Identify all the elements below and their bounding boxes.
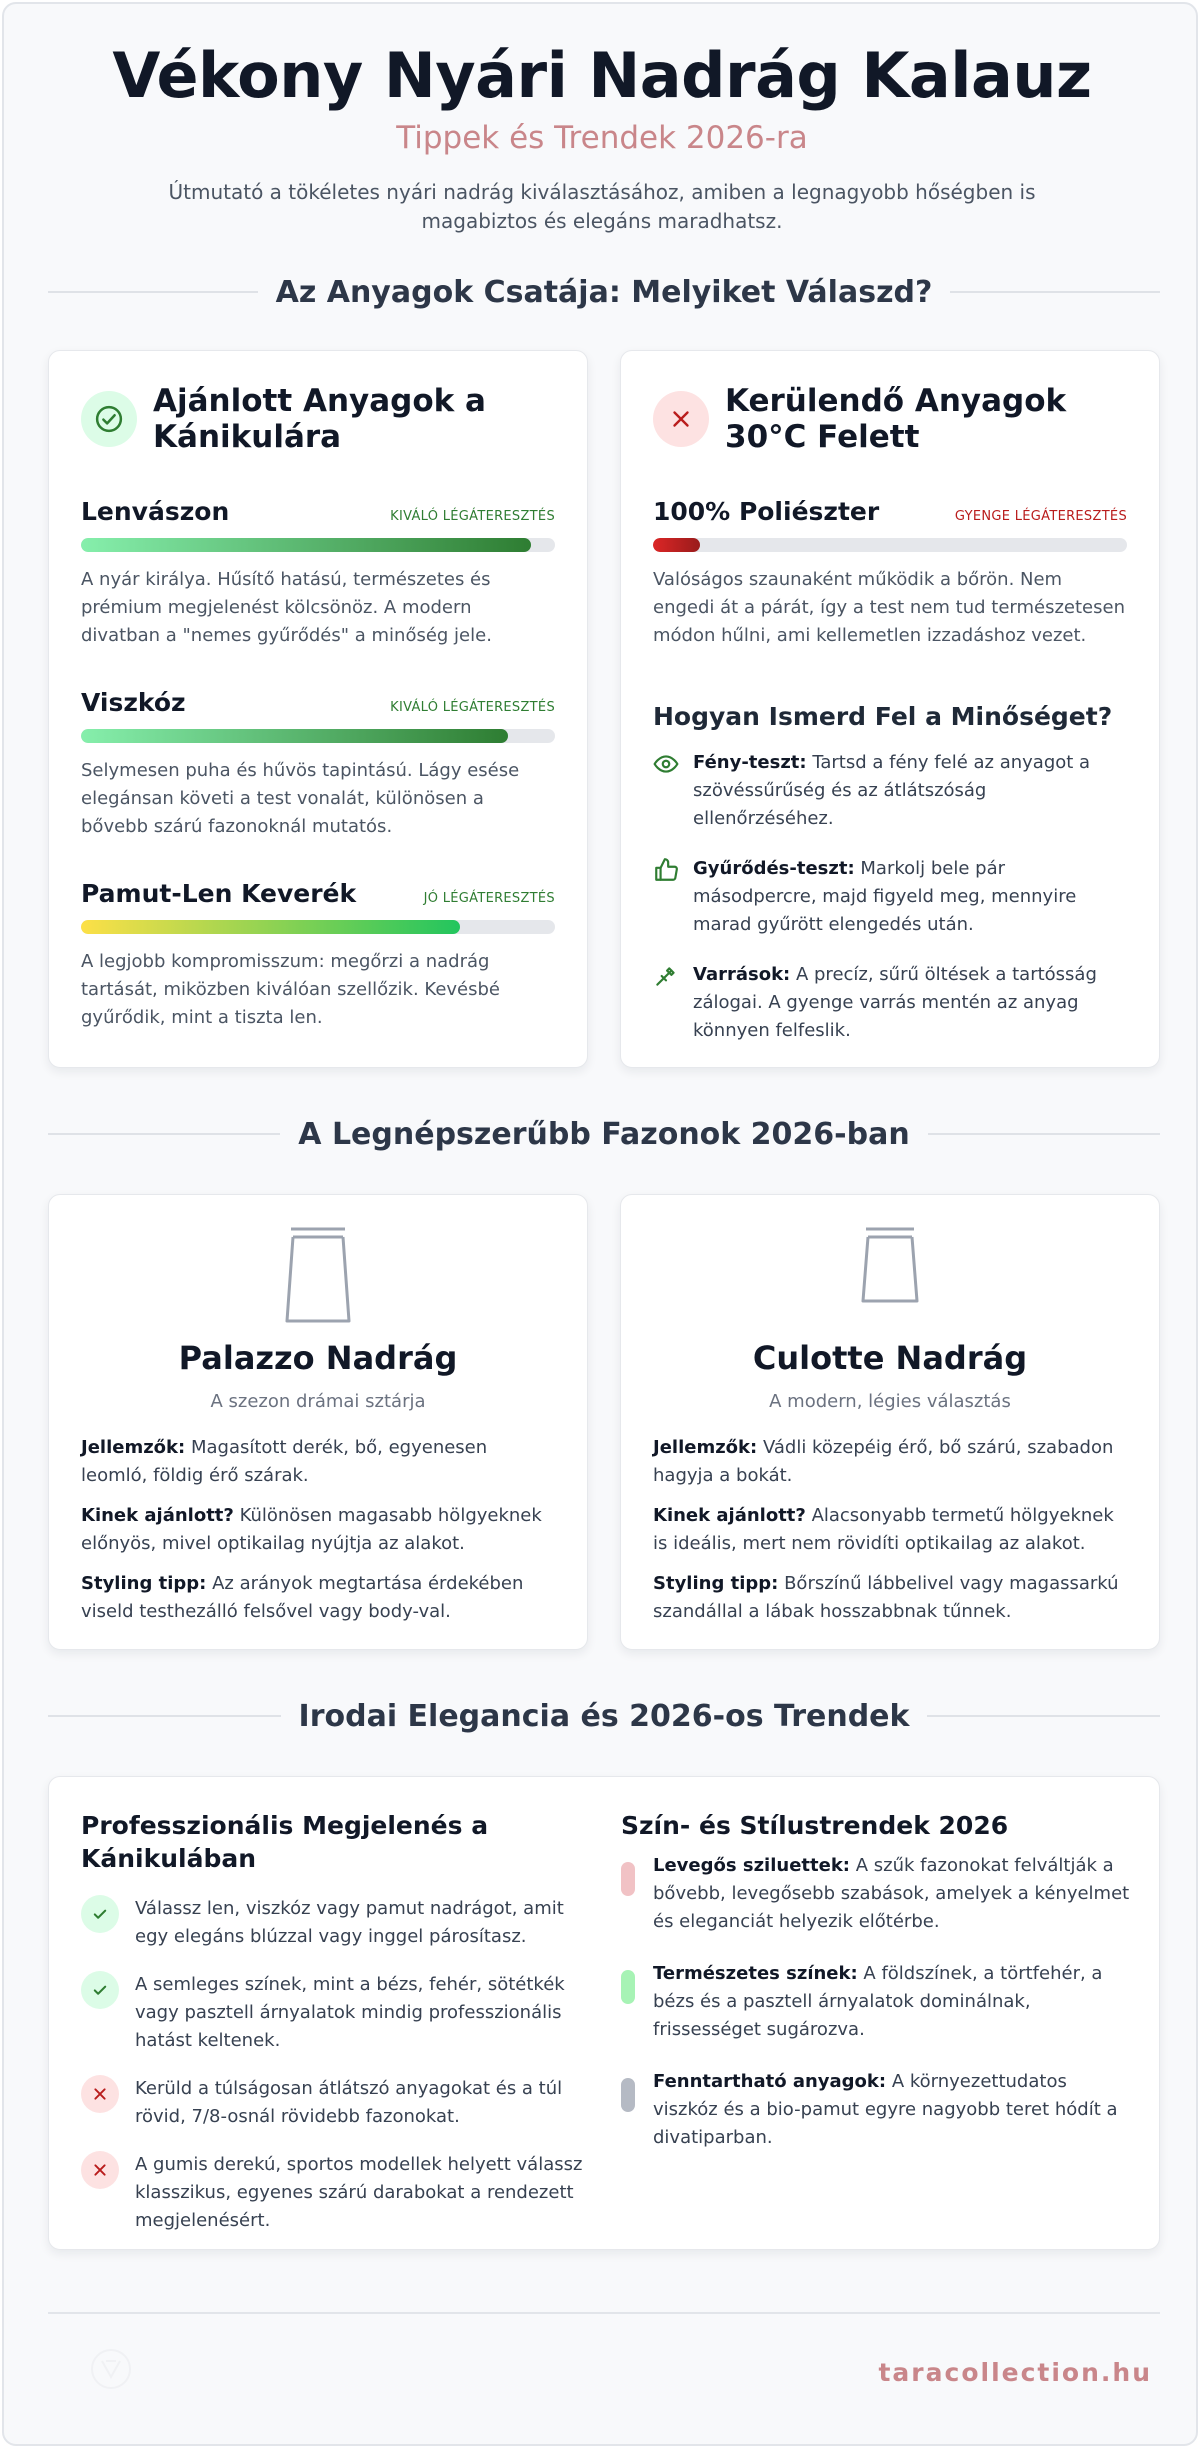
material-rating: GYENGE LÉGÁTERESZTÉS bbox=[954, 509, 1127, 524]
material-item bbox=[653, 497, 1127, 650]
page-title: Vékony Nyári Nadrág Kalauz bbox=[112, 39, 1092, 112]
office-trends-card bbox=[48, 1776, 1160, 2250]
material-description: Valóságos szaunaként működik a bőrön. Nem engedi át a párát, így a test nem tud természetesen módon hűlni, ami kellemetlen izzadáshoz vezet. bbox=[653, 569, 1125, 646]
breathability-bar bbox=[653, 538, 1127, 552]
page-intro: Útmutató a tökéletes nyári nadrág kiválasztásához, amiben a legnagyobb hőségben is magabiztos és elegáns maradhatsz. bbox=[168, 180, 1036, 233]
material-name: 100% Poliészter bbox=[653, 497, 880, 526]
item-text: A gumis derekú, sportos modellek helyett válassz klasszikus, egyenes szárú darabokat a rendezett megjelenésért. bbox=[135, 2154, 583, 2231]
breathability-bar-fill bbox=[81, 729, 508, 743]
trend-text: A környezettudatos viszkóz és a bio-pamut egyre nagyobb teret hódít a divatiparban. bbox=[653, 2071, 1118, 2148]
eye-icon bbox=[653, 751, 679, 833]
detail-text: Különösen magasabb hölgyeknek előnyös, mivel optikailag nyújtja az alakot. bbox=[81, 1505, 542, 1554]
divider bbox=[950, 291, 1160, 293]
item-text: A semleges színek, mint a bézs, fehér, sötétkék vagy pasztell árnyalatok mindig professzionális hatást keltenek. bbox=[135, 1974, 565, 2051]
breathability-bar bbox=[81, 729, 555, 743]
page-subtitle: Tippek és Trendek 2026-ra bbox=[396, 120, 808, 156]
do-item bbox=[81, 1971, 593, 2055]
column-heading: Professzionális Megjelenés a Kánikulában bbox=[81, 1811, 489, 1873]
trend-label: Fenntartható anyagok: bbox=[653, 2071, 887, 2092]
detail-label: Kinek ajánlott? bbox=[653, 1505, 806, 1526]
detail-text: Magasított derék, bő, egyenesen leomló, földig érő szárak. bbox=[81, 1437, 488, 1486]
x-icon bbox=[81, 2151, 119, 2189]
style-detail bbox=[81, 1434, 555, 1490]
tip-text: A precíz, sűrű öltések a tartósság zálogai. A gyenge varrás mentén az anyag könnyen felfeslik. bbox=[693, 964, 1097, 1041]
style-tagline: A szezon drámai sztárja bbox=[210, 1391, 426, 1412]
material-description: A legjobb kompromisszum: megőrzi a nadrág tartását, miközben kiválóan szellőzik. Kevésbé gyűrődik, mint a tiszta len. bbox=[81, 951, 500, 1028]
section-title-office bbox=[48, 1694, 1160, 1738]
avoid-materials-card bbox=[620, 350, 1160, 1068]
trend-text: A földszínek, a törtfehér, a bézs és a pasztell árnyalatok dominálnak, frissességet sugározva. bbox=[653, 1963, 1103, 2040]
divider bbox=[48, 291, 258, 293]
style-detail bbox=[653, 1434, 1127, 1490]
tip-label: Fény-teszt: bbox=[693, 752, 807, 773]
material-item bbox=[81, 688, 555, 841]
style-name: Palazzo Nadrág bbox=[178, 1339, 458, 1377]
detail-text: Az arányok megtartása érdekében viseld testhezálló felsővel vagy body-val. bbox=[81, 1573, 524, 1622]
column-heading: Szín- és Stílustrendek 2026 bbox=[621, 1811, 1009, 1840]
style-detail bbox=[653, 1570, 1127, 1626]
tip-text: Markolj bele pár másodpercre, majd figyeld meg, mennyire marad gyűrött elengedés után. bbox=[693, 858, 1077, 935]
quality-tip bbox=[653, 961, 1127, 1045]
wide-trousers-icon bbox=[81, 1227, 555, 1325]
item-text: Kerüld a túlságosan átlátszó anyagokat és a túl rövid, 7/8-osnál rövidebb fazonokat. bbox=[135, 2078, 563, 2127]
material-description: Selymesen puha és hűvös tapintású. Lágy esése elegánsan követi a test vonalát, különösen a bővebb szárú fazonoknál mutatós. bbox=[81, 760, 520, 837]
dont-item bbox=[81, 2151, 593, 2235]
footer-divider bbox=[48, 2312, 1160, 2314]
trend-label: Természetes színek: bbox=[653, 1963, 858, 1984]
detail-label: Styling tipp: bbox=[653, 1573, 779, 1594]
material-description: A nyár királya. Hűsítő hatású, természetes és prémium megjelenést kölcsönöz. A modern divatban a "nemes gyűrődés" a minőség jele. bbox=[81, 569, 492, 646]
divider bbox=[48, 1133, 280, 1135]
divider bbox=[927, 1715, 1160, 1717]
material-rating: JÓ LÉGÁTERESZTÉS bbox=[423, 891, 555, 906]
brand-logo-icon[interactable] bbox=[90, 2348, 132, 2390]
check-icon bbox=[81, 1971, 119, 2009]
trend-item bbox=[621, 1960, 1133, 2044]
tip-label: Gyűrődés-teszt: bbox=[693, 858, 855, 879]
style-detail bbox=[653, 1502, 1127, 1558]
needle-icon bbox=[653, 963, 679, 1045]
detail-label: Jellemzők: bbox=[653, 1437, 758, 1458]
cropped-trousers-icon bbox=[653, 1227, 1127, 1325]
trend-color-marker bbox=[621, 1862, 635, 1896]
quality-tip bbox=[653, 749, 1127, 833]
section-title-styles bbox=[48, 1112, 1160, 1156]
trend-item bbox=[621, 1852, 1133, 1936]
x-icon bbox=[81, 2075, 119, 2113]
card-title: Kerülendő Anyagok 30°C Felett bbox=[725, 383, 1067, 455]
tip-label: Varrások: bbox=[693, 964, 791, 985]
check-circle-icon bbox=[81, 391, 137, 447]
quality-tip bbox=[653, 855, 1127, 939]
breathability-bar-fill bbox=[653, 538, 700, 552]
detail-text: Alacsonyabb termetű hölgyeknek is ideális, mert nem rövidíti optikailag az alakot. bbox=[653, 1505, 1114, 1554]
do-item bbox=[81, 1895, 593, 1951]
card-header bbox=[653, 383, 1127, 455]
divider bbox=[928, 1133, 1160, 1135]
breathability-bar-fill bbox=[81, 538, 531, 552]
material-name: Viszkóz bbox=[81, 688, 186, 717]
section-heading: Az Anyagok Csatája: Melyiket Válaszd? bbox=[275, 274, 933, 310]
infographic-page bbox=[2, 2, 1198, 2446]
x-icon bbox=[653, 391, 709, 447]
material-item bbox=[81, 879, 555, 1032]
detail-label: Kinek ajánlott? bbox=[81, 1505, 234, 1526]
detail-text: Bőrszínű lábbelivel vagy magassarkú szandállal a lábak hosszabbnak tűnnek. bbox=[653, 1573, 1119, 1622]
divider bbox=[48, 1715, 281, 1717]
quality-heading: Hogyan Ismerd Fel a Minőséget? bbox=[653, 702, 1113, 731]
dont-item bbox=[81, 2075, 593, 2131]
card-title: Ajánlott Anyagok a Kánikulára bbox=[153, 383, 486, 455]
detail-text: Vádli közepéig érő, bő szárú, szabadon hagyja a bokát. bbox=[653, 1437, 1114, 1486]
material-rating: KIVÁLÓ LÉGÁTERESZTÉS bbox=[390, 700, 555, 715]
detail-label: Styling tipp: bbox=[81, 1573, 207, 1594]
style-detail bbox=[81, 1502, 555, 1558]
material-rating: KIVÁLÓ LÉGÁTERESZTÉS bbox=[390, 509, 555, 524]
recommended-materials-card bbox=[48, 350, 588, 1068]
tip-text: Tartsd a fény felé az anyagot a szövéssűrűség és az átlátszóság ellenőrzéséhez. bbox=[693, 752, 1091, 829]
website-link[interactable]: taracollection.hu bbox=[878, 2358, 1152, 2387]
style-tagline: A modern, légies választás bbox=[769, 1391, 1011, 1412]
check-icon bbox=[81, 1895, 119, 1933]
section-title-materials bbox=[48, 270, 1160, 314]
thumbs-up-icon bbox=[653, 857, 679, 939]
trend-label: Levegős sziluettek: bbox=[653, 1855, 850, 1876]
section-heading: Irodai Elegancia és 2026-os Trendek bbox=[298, 1698, 910, 1734]
trend-color-marker bbox=[621, 1970, 635, 2004]
material-item bbox=[81, 497, 555, 650]
trend-text: A szűk fazonokat felváltják a bővebb, levegősebb szabások, amelyek a kényelmet és eleganciát helyezik előtérbe. bbox=[653, 1855, 1130, 1932]
item-text: Válassz len, viszkóz vagy pamut nadrágot, amit egy elegáns blúzzal vagy inggel párosítasz. bbox=[135, 1898, 564, 1947]
trend-item bbox=[621, 2068, 1133, 2152]
breathability-bar bbox=[81, 920, 555, 934]
material-name: Pamut-Len Keverék bbox=[81, 879, 357, 908]
page-header bbox=[4, 40, 1200, 236]
culotte-card bbox=[620, 1194, 1160, 1650]
trend-color-marker bbox=[621, 2078, 635, 2112]
breathability-bar bbox=[81, 538, 555, 552]
office-column bbox=[81, 1809, 593, 2235]
style-name: Culotte Nadrág bbox=[752, 1339, 1028, 1377]
trends-column bbox=[621, 1809, 1133, 2152]
breathability-bar-fill bbox=[81, 920, 460, 934]
detail-label: Jellemzők: bbox=[81, 1437, 186, 1458]
style-detail bbox=[81, 1570, 555, 1626]
palazzo-card bbox=[48, 1194, 588, 1650]
card-header bbox=[81, 383, 555, 455]
material-name: Lenvászon bbox=[81, 497, 230, 526]
section-heading: A Legnépszerűbb Fazonok 2026-ban bbox=[298, 1116, 910, 1152]
